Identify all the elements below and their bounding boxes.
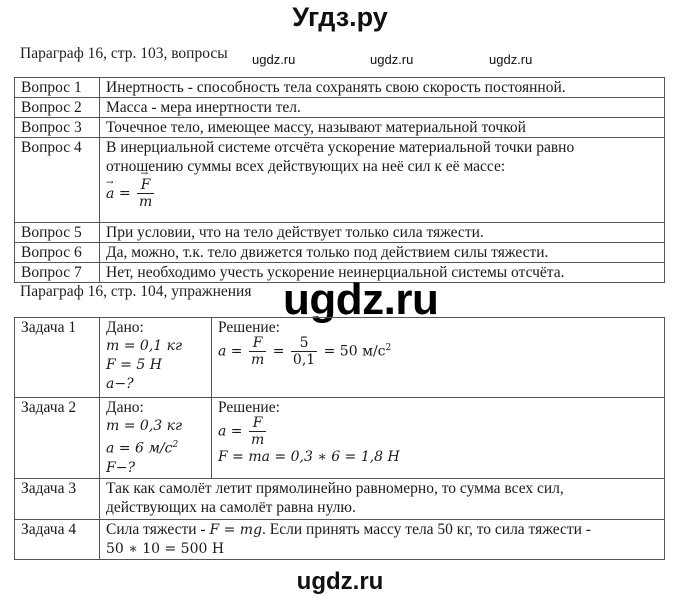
watermark-large: ugdz.ru — [283, 275, 439, 324]
table-row — [15, 478, 665, 519]
table-row — [15, 318, 665, 398]
questions-table — [14, 77, 665, 283]
row-answer: Нет, необходимо учесть ускорение неинерциальной системы отсчёта. — [100, 263, 665, 283]
row-label: Вопрос 5 — [15, 223, 100, 243]
formula-eq: = — [118, 185, 131, 202]
solution-title: Решение: — [218, 319, 280, 336]
table-row — [15, 138, 665, 223]
row-label: Вопрос 4 — [15, 138, 100, 223]
tasks-table — [14, 317, 665, 560]
fraction-denominator: m — [250, 432, 265, 448]
table-row — [15, 118, 665, 138]
table-row — [15, 398, 665, 479]
fraction — [291, 335, 317, 368]
table-row — [15, 223, 665, 243]
watermark: ugdz.ru — [489, 52, 533, 67]
solution-title: Решение: — [218, 399, 280, 416]
formula-result: = 50 м/с — [323, 343, 386, 360]
formula-line: 50 ∗ 10 = 500 Н — [106, 540, 225, 557]
watermark: ugdz.ru — [252, 52, 296, 67]
task-label: Задача 1 — [15, 318, 100, 398]
site-title: Угдз.ру — [292, 2, 388, 32]
solution-formula — [218, 335, 664, 368]
fraction-numerator: → F — [141, 177, 151, 193]
given-item: F = 5 Н — [106, 357, 162, 373]
given-cell — [100, 318, 212, 398]
fraction — [137, 177, 154, 210]
given-item: m = 0,3 кг — [106, 418, 183, 434]
exponent: 2 — [385, 342, 392, 353]
row-answer — [100, 138, 665, 223]
formula — [106, 177, 664, 210]
fraction-denominator: m — [139, 194, 153, 210]
task-label: Задача 3 — [15, 478, 100, 519]
watermark: ugdz.ru — [370, 52, 414, 67]
table-row — [15, 519, 665, 559]
fraction — [249, 335, 266, 368]
given-item: a = 6 $м/с^2$ — [106, 440, 179, 457]
given-item: m = 0,1 кг — [106, 338, 183, 354]
given-item: F−? — [106, 459, 135, 476]
fraction — [249, 415, 266, 448]
formula-lhs: a = — [218, 423, 243, 440]
solution-formula — [218, 415, 664, 448]
row-label: Вопрос 2 — [15, 98, 100, 118]
solution-cell — [212, 318, 665, 398]
formula-eq: = — [272, 343, 285, 360]
formula-lhs: a = — [218, 343, 243, 360]
row-answer: Точечное тело, имеющее массу, называют материальной точкой — [100, 118, 665, 138]
row-answer: Масса - мера инертности тел. — [100, 98, 665, 118]
solution-cell — [212, 398, 665, 479]
exponent: 2 — [172, 440, 179, 450]
answer-text: В инерциальной системе отсчёта ускорение материальной точки равно отношению суммы всех действующих на неё сил к её массе: — [106, 139, 575, 175]
given-item: a−? — [106, 376, 134, 392]
row-label: Вопрос 3 — [15, 118, 100, 138]
given-title: Дано: — [106, 319, 144, 336]
solution-line: F = ma = 0,3 ∗ 6 = 1,8 Н — [218, 449, 400, 465]
fraction-numerator: F — [249, 335, 266, 352]
table-row — [15, 78, 665, 98]
answer-text: . Если принять массу тела 50 кг, то сила тяжести - — [262, 520, 592, 538]
given-cell — [100, 398, 212, 479]
section-heading-exercises: Параграф 16, стр. 104, упражнения — [20, 283, 252, 300]
table-row — [15, 98, 665, 118]
formula: F = mg — [209, 521, 263, 538]
answer-text: Сила тяжести - — [106, 520, 210, 538]
fraction-numerator: 5 — [291, 335, 317, 352]
row-answer: Да, можно, т.к. тело движется только под действием силы тяжести. — [100, 243, 665, 263]
watermark-bottom: ugdz.ru — [296, 568, 384, 595]
row-answer: При условии, что на тело действует только сила тяжести. — [100, 223, 665, 243]
formula-lhs: → a — [106, 185, 114, 204]
task-answer — [100, 519, 665, 559]
task-label: Задача 4 — [15, 519, 100, 559]
fraction-numerator: F — [249, 415, 266, 432]
task-label: Задача 2 — [15, 398, 100, 479]
fraction-denominator: 0,1 — [292, 352, 316, 368]
fraction-denominator: m — [250, 352, 265, 368]
table-row — [15, 243, 665, 263]
task-answer: Так как самолёт летит прямолинейно равномерно, то сумма всех сил, действующих на самолёт равна нулю. — [100, 478, 665, 519]
row-label: Вопрос 7 — [15, 263, 100, 283]
row-label: Вопрос 1 — [15, 78, 100, 98]
section-heading-questions: Параграф 16, стр. 103, вопросы — [20, 45, 228, 62]
row-label: Вопрос 6 — [15, 243, 100, 263]
row-answer: Инертность - способность тела сохранять свою скорость постоянной. — [100, 78, 665, 98]
given-title: Дано: — [106, 399, 144, 416]
